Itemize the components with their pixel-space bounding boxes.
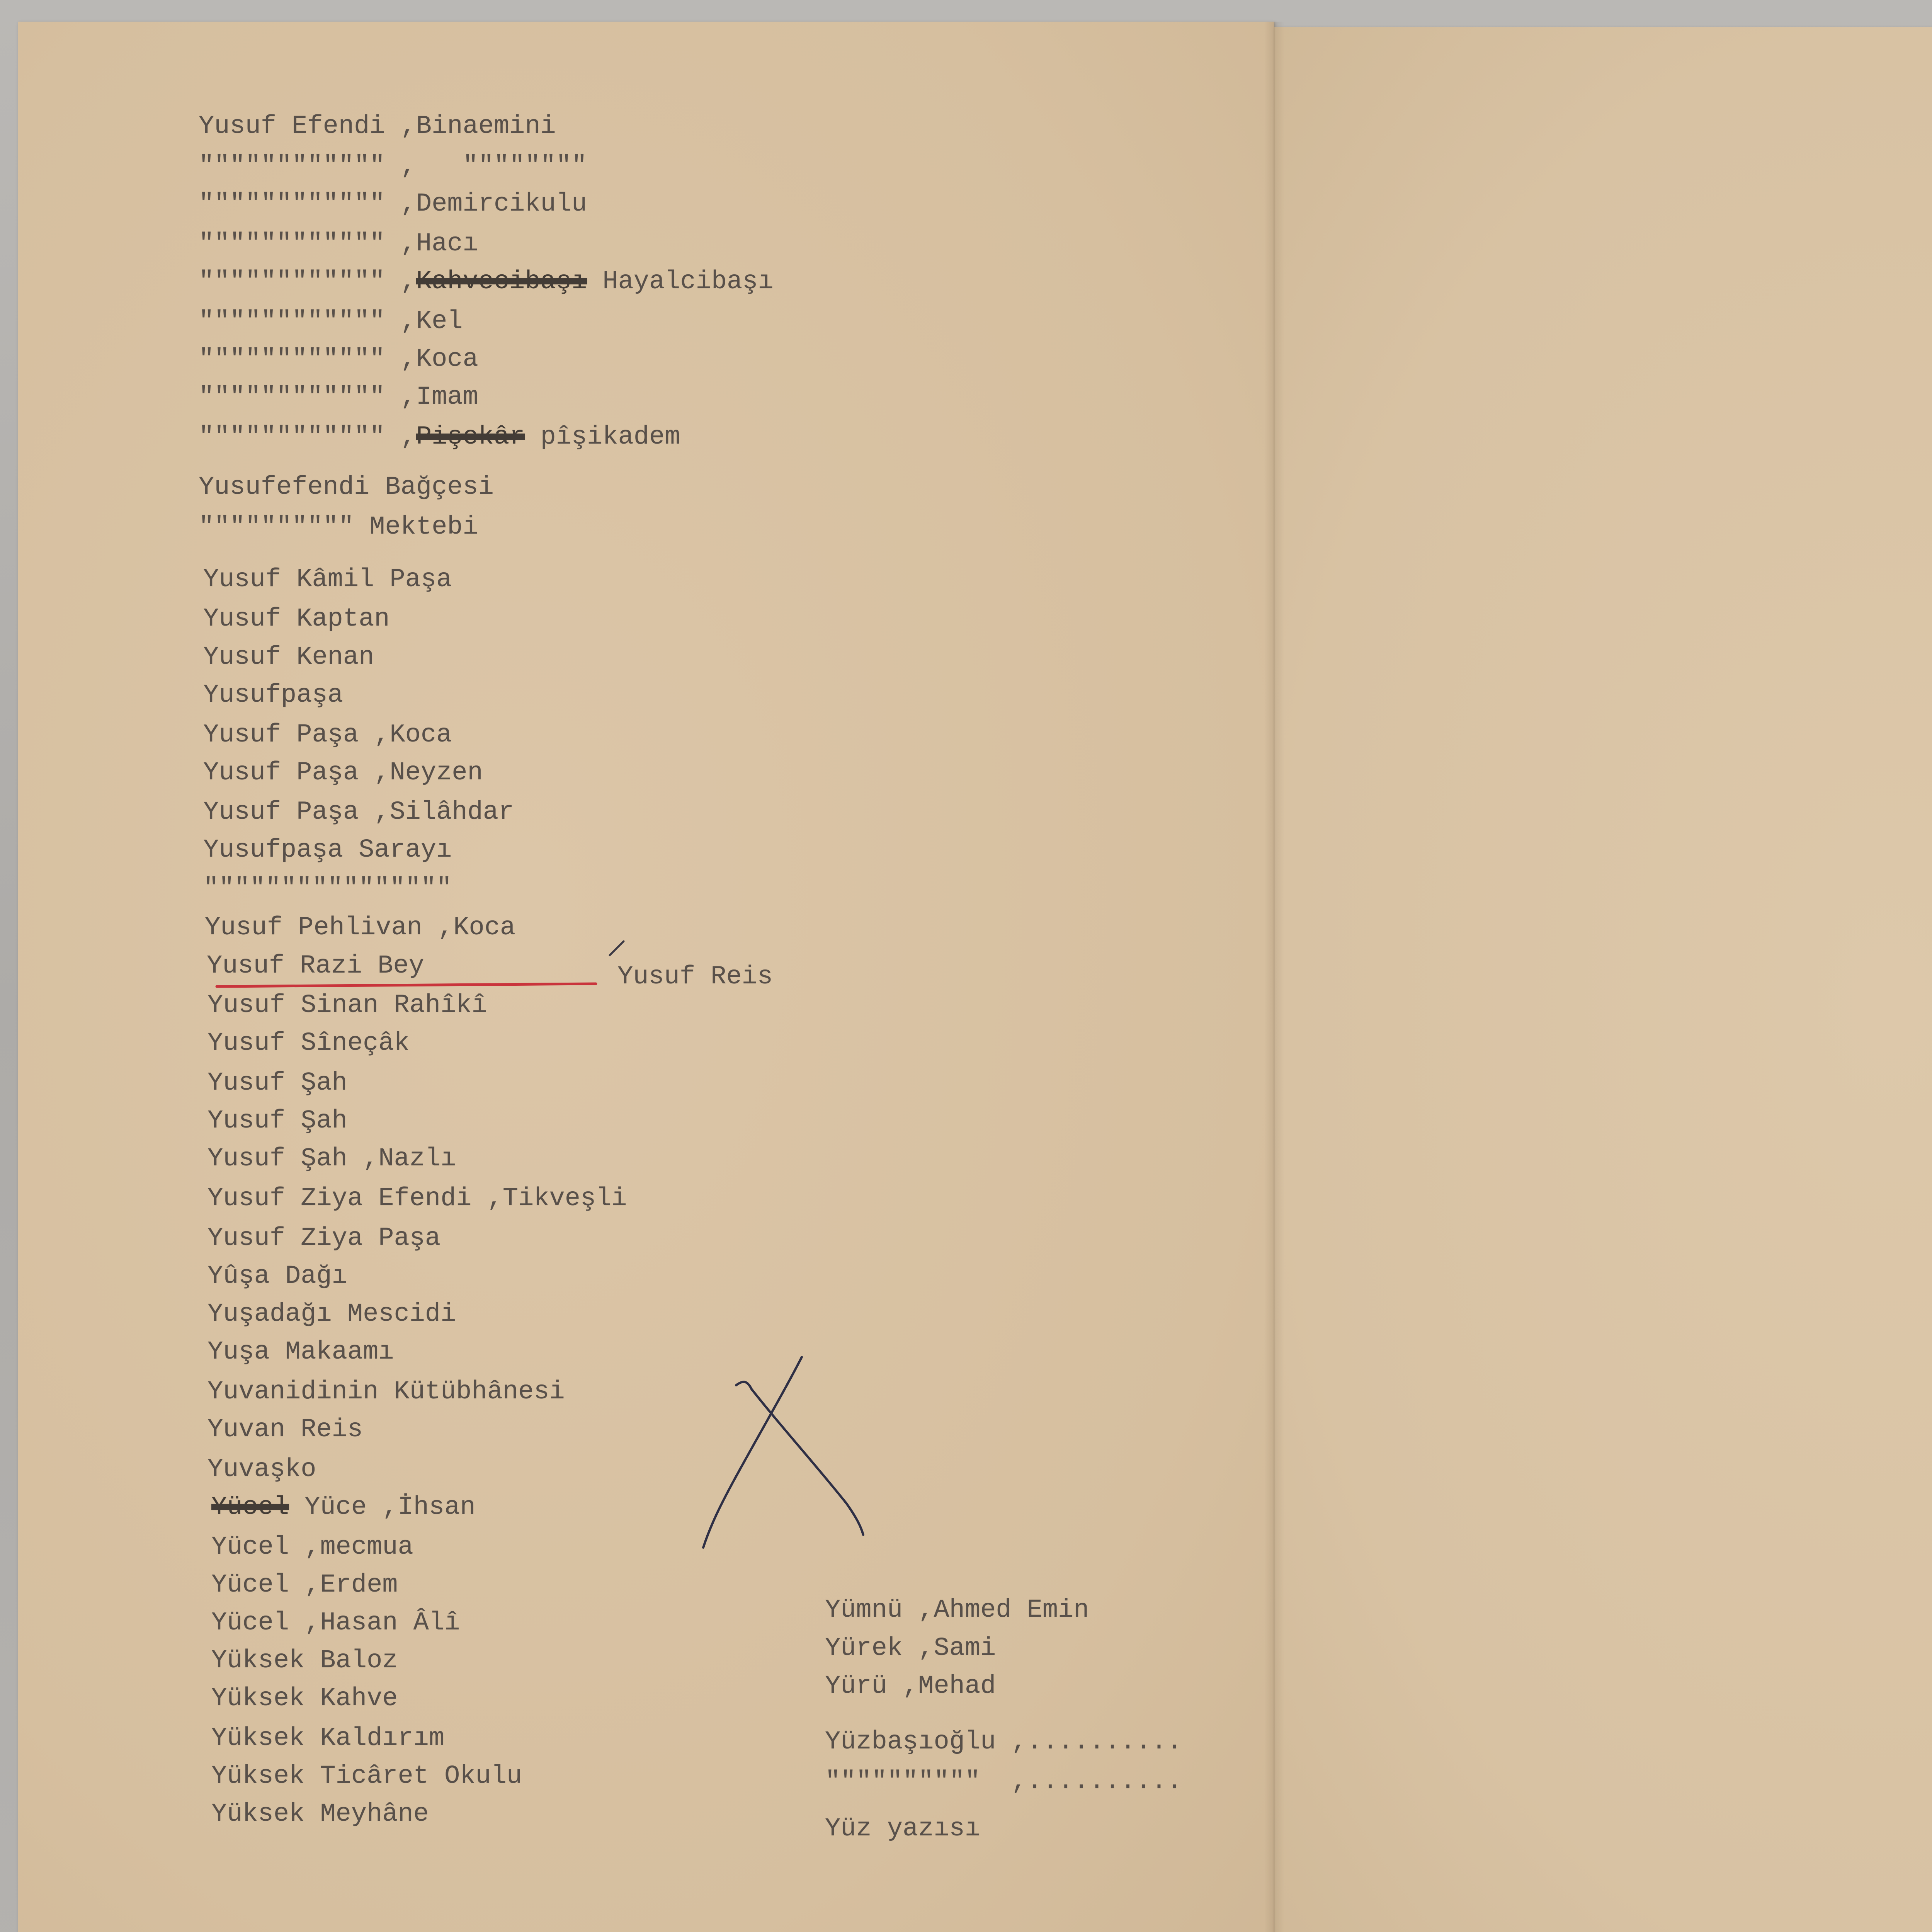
index-entry: Yüksek Kaldırım bbox=[211, 1724, 445, 1753]
index-entry: Yûşa Dağı bbox=[207, 1262, 347, 1291]
margin-note: Yusuf Reis bbox=[617, 962, 773, 992]
entry-prefix: """""""""""" , bbox=[199, 422, 416, 452]
index-entry: Yusufpaşa bbox=[203, 680, 343, 710]
index-entry: Yusuf Paşa ,Koca bbox=[203, 720, 452, 750]
index-entry: Yüksek Meyhâne bbox=[211, 1799, 429, 1829]
index-entry: Yücel ,Erdem bbox=[211, 1570, 398, 1600]
index-entry: """""""""""" ,Demircikulu bbox=[199, 189, 587, 219]
index-entry: Yusuf Kâmil Paşa bbox=[203, 565, 452, 594]
entry-suffix: pîşikadem bbox=[525, 422, 680, 452]
index-entry: Yusuf Sinan Rahîkî bbox=[207, 991, 487, 1020]
index-entry: Yusuf Kenan bbox=[203, 643, 374, 672]
struck-word: Pişekâr bbox=[416, 422, 525, 452]
index-entry: Yusuf Şah bbox=[207, 1106, 347, 1136]
index-entry: Yusufefendi Bağçesi bbox=[199, 473, 494, 502]
index-entry: Yuşa Makaamı bbox=[207, 1337, 394, 1367]
index-entry: Yusuf Ziya Paşa bbox=[207, 1224, 441, 1253]
index-entry: Yusuf Kaptan bbox=[203, 604, 390, 634]
index-entry: Yücel ,mecmua bbox=[211, 1532, 413, 1562]
entry-suffix: Hayalcibaşı bbox=[587, 267, 774, 296]
index-entry: """""""""""" ,Hacı bbox=[199, 229, 478, 259]
index-entry: Yusuf Pehlivan ,Koca bbox=[205, 913, 516, 942]
page-fold bbox=[1264, 22, 1284, 1932]
index-entry: Yüksek Kahve bbox=[211, 1684, 398, 1713]
index-entry: Yuşadağı Mescidi bbox=[207, 1299, 456, 1329]
index-entry: Yuvan Reis bbox=[207, 1415, 363, 1444]
index-entry: Yusuf Razi Bey bbox=[207, 951, 424, 981]
index-entry: """""""""""" , """""""" bbox=[199, 151, 587, 181]
index-entry: """""""""" ,.......... bbox=[825, 1767, 1182, 1796]
index-entry: Yusuf Ziya Efendi ,Tikveşli bbox=[207, 1184, 627, 1213]
index-entry: Yüksek Baloz bbox=[211, 1646, 398, 1675]
index-entry: Yürü ,Mehad bbox=[825, 1672, 996, 1701]
index-entry: Yuvaşko bbox=[207, 1455, 316, 1484]
index-entry: Yusuf Sîneçâk bbox=[207, 1029, 410, 1058]
index-entry bbox=[199, 266, 774, 297]
index-entry: """""""""""" ,Koca bbox=[199, 345, 478, 374]
index-entry bbox=[199, 422, 680, 452]
index-entry: """""""""""""""" bbox=[203, 874, 452, 903]
index-entry: Yusuf Paşa ,Silâhdar bbox=[203, 798, 514, 827]
index-entry: Yücel ,Hasan Âlî bbox=[211, 1608, 460, 1638]
index-entry: Yürek ,Sami bbox=[825, 1634, 996, 1663]
struck-word: Yücel bbox=[211, 1493, 289, 1522]
entry-prefix: """""""""""" , bbox=[199, 267, 416, 296]
index-entry: Yusuf Şah bbox=[207, 1068, 347, 1098]
index-entry: Yusufpaşa Sarayı bbox=[203, 835, 452, 865]
index-entry: """""""""" Mektebi bbox=[199, 512, 478, 542]
index-entry: Yüksek Ticâret Okulu bbox=[211, 1762, 522, 1791]
index-entry: Yusuf Paşa ,Neyzen bbox=[203, 758, 483, 787]
index-entry: Yusuf Şah ,Nazlı bbox=[207, 1144, 456, 1173]
index-entry: Yüz yazısı bbox=[825, 1814, 981, 1844]
index-entry: """""""""""" ,Kel bbox=[199, 307, 463, 336]
struck-word: Kahvecibaşı bbox=[416, 267, 587, 296]
index-entry: """""""""""" ,Imam bbox=[199, 383, 478, 412]
entry-suffix: Yüce ,İhsan bbox=[289, 1493, 476, 1522]
index-entry: Yusuf Efendi ,Binaemini bbox=[199, 112, 556, 141]
index-entry: Yümnü ,Ahmed Emin bbox=[825, 1595, 1089, 1625]
index-entry: Yüzbaşıoğlu ,.......... bbox=[825, 1727, 1182, 1757]
index-entry: Yuvanidinin Kütübhânesi bbox=[207, 1377, 565, 1406]
index-entry bbox=[211, 1492, 476, 1523]
right-page bbox=[1274, 27, 1932, 1932]
